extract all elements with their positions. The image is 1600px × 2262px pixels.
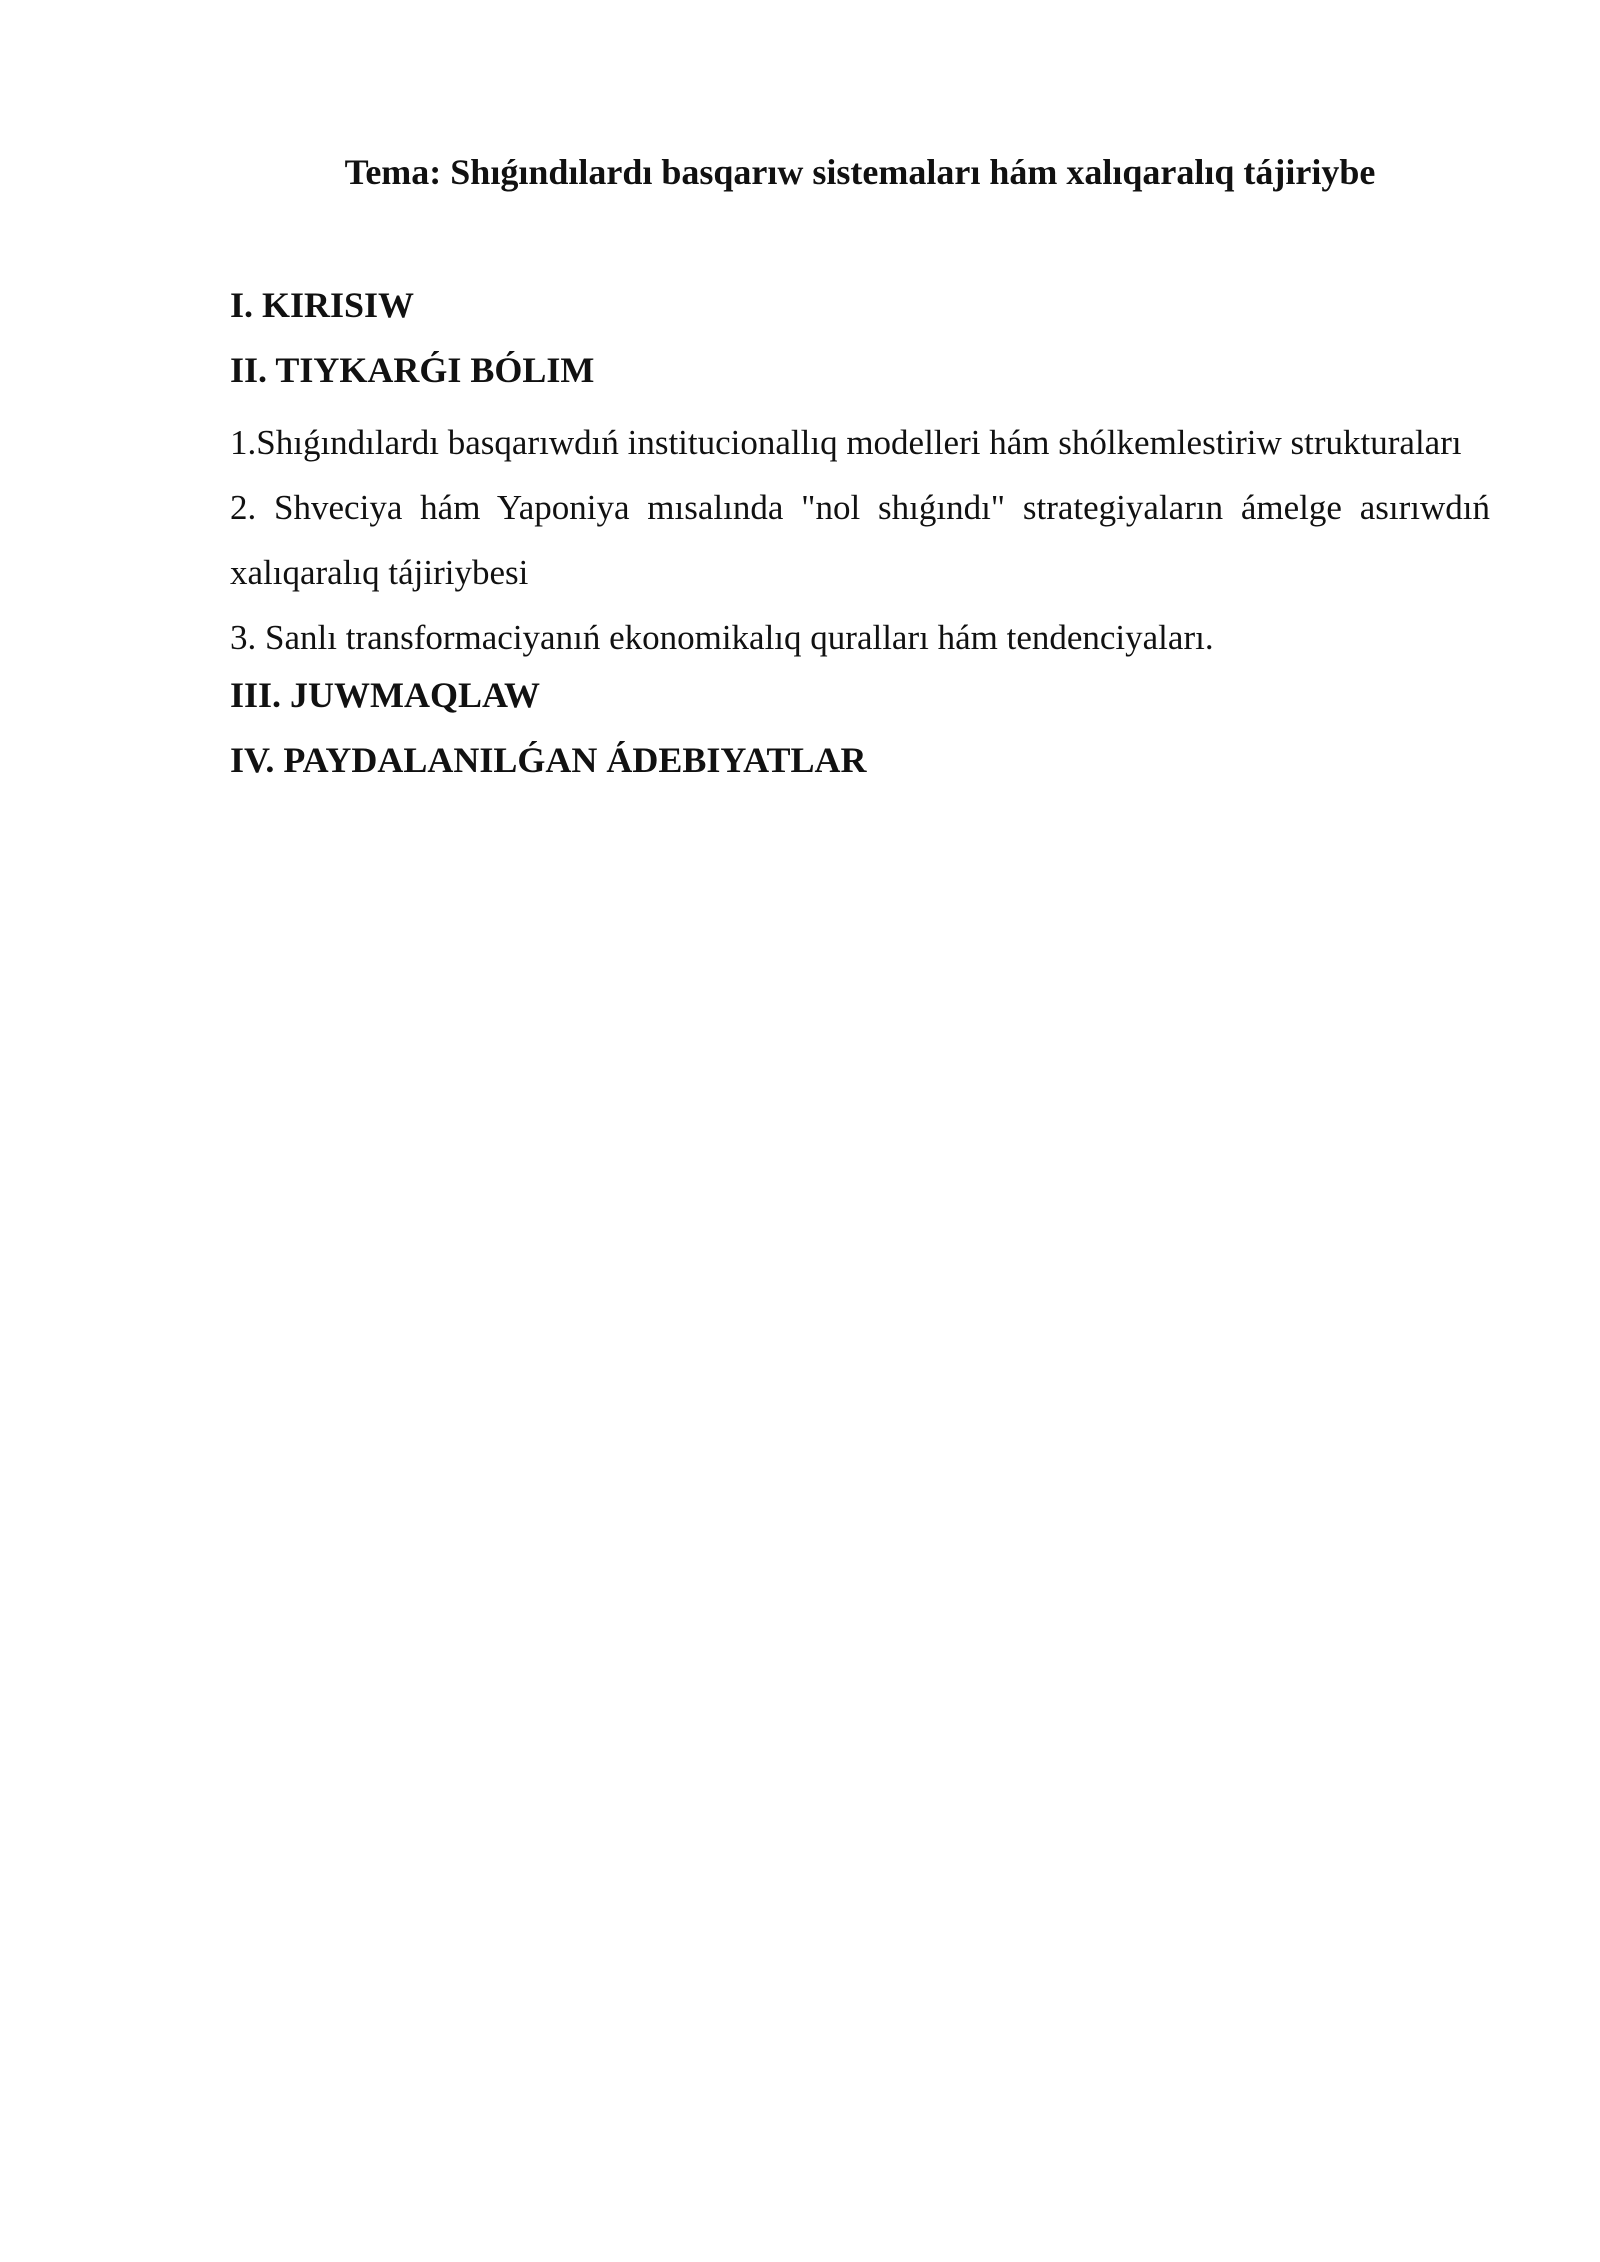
table-of-contents: [230, 280, 1490, 800]
toc-item-1: 1.Shıǵındılardı basqarıwdıń institucionallıq modelleri hám shólkemlestiriw strukturaları: [230, 423, 1462, 462]
section-heading-references: IV. PAYDALANILǴAN ÁDEBIYATLAR: [230, 740, 867, 780]
document-title: Tema: Shıǵındılardı basqarıw sistemaları hám xalıqaralıq tájiriybe: [344, 152, 1376, 192]
toc-item-2: 2. Shveciya hám Yaponiya mısalında "nol shıǵındı" strategiyaların ámelge asırıwdıń xalıqaralıq tájiriybesi: [230, 488, 1490, 592]
section-heading-conclusion: III. JUWMAQLAW: [230, 675, 541, 715]
toc-item-3: 3. Sanlı transformaciyanıń ekonomikalıq quralları hám tendenciyaları.: [230, 618, 1214, 657]
section-heading-introduction: I. KIRISIW: [230, 285, 415, 325]
section-heading-main-part: II. TIYKARǴI BÓLIM: [230, 350, 595, 390]
